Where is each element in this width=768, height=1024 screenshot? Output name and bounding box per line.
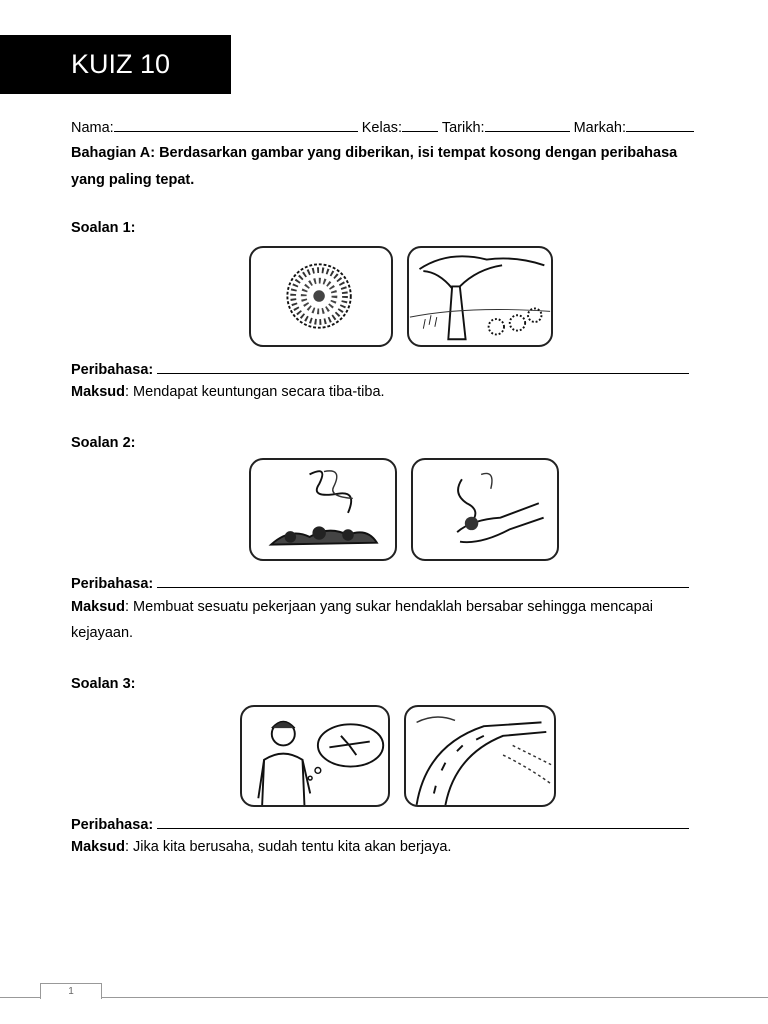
maksud-text: : Membuat sesuatu pekerjaan yang sukar hendaklah bersabar sehingga mencapai <box>125 599 653 615</box>
section-instruction-line-2: yang paling tepat. <box>71 172 195 188</box>
peribahasa-label: Peribahasa: <box>71 362 154 378</box>
question-1-peribahasa-line <box>71 360 689 378</box>
question-1-pictures <box>249 246 553 347</box>
question-2-maksud-line <box>71 599 653 615</box>
maksud-label: Maksud <box>71 839 125 855</box>
page-number: 1 <box>40 983 102 999</box>
question-1-answer-blank[interactable] <box>157 360 689 374</box>
question-2-peribahasa-line <box>71 574 689 592</box>
maksud-label: Maksud <box>71 384 125 400</box>
class-label: Kelas: <box>361 120 403 136</box>
dreaming-boy-picture <box>240 705 390 807</box>
marks-label: Markah: <box>573 120 626 136</box>
date-blank[interactable] <box>485 118 570 132</box>
question-2-pictures <box>249 458 559 561</box>
question-3-maksud-line <box>71 839 451 855</box>
quiz-title: KUIZ 10 <box>0 35 231 94</box>
question-3-answer-blank[interactable] <box>157 815 689 829</box>
peribahasa-label: Peribahasa: <box>71 817 154 833</box>
question-2-label: Soalan 2: <box>71 435 136 451</box>
question-1-maksud-line <box>71 384 385 400</box>
burning-coals-picture <box>249 458 397 561</box>
student-info-line <box>71 118 694 136</box>
date-label: Tarikh: <box>441 120 485 136</box>
class-blank[interactable] <box>402 118 438 132</box>
question-3-label: Soalan 3: <box>71 676 136 692</box>
question-3-peribahasa-line <box>71 815 689 833</box>
name-blank[interactable] <box>114 118 358 132</box>
section-instruction-line-1: Bahagian A: Berdasarkan gambar yang diberikan, isi tempat kosong dengan peribahasa <box>71 145 678 161</box>
question-1-label: Soalan 1: <box>71 220 136 236</box>
road-picture <box>404 705 556 807</box>
marks-blank[interactable] <box>626 118 694 132</box>
name-label: Nama: <box>71 120 114 136</box>
durian-picture <box>249 246 393 347</box>
question-2-answer-blank[interactable] <box>157 574 689 588</box>
maksud-text: : Mendapat keuntungan secara tiba-tiba. <box>125 384 385 400</box>
maksud-text: : Jika kita berusaha, sudah tentu kita akan berjaya. <box>125 839 452 855</box>
hand-holding-ember-picture <box>411 458 559 561</box>
question-3-pictures <box>240 705 556 807</box>
tree-fallen-durians-picture <box>407 246 553 347</box>
peribahasa-label: Peribahasa: <box>71 576 154 592</box>
footer-divider <box>0 997 768 998</box>
maksud-label: Maksud <box>71 599 125 615</box>
question-2-maksud-line-2: kejayaan. <box>71 625 134 641</box>
